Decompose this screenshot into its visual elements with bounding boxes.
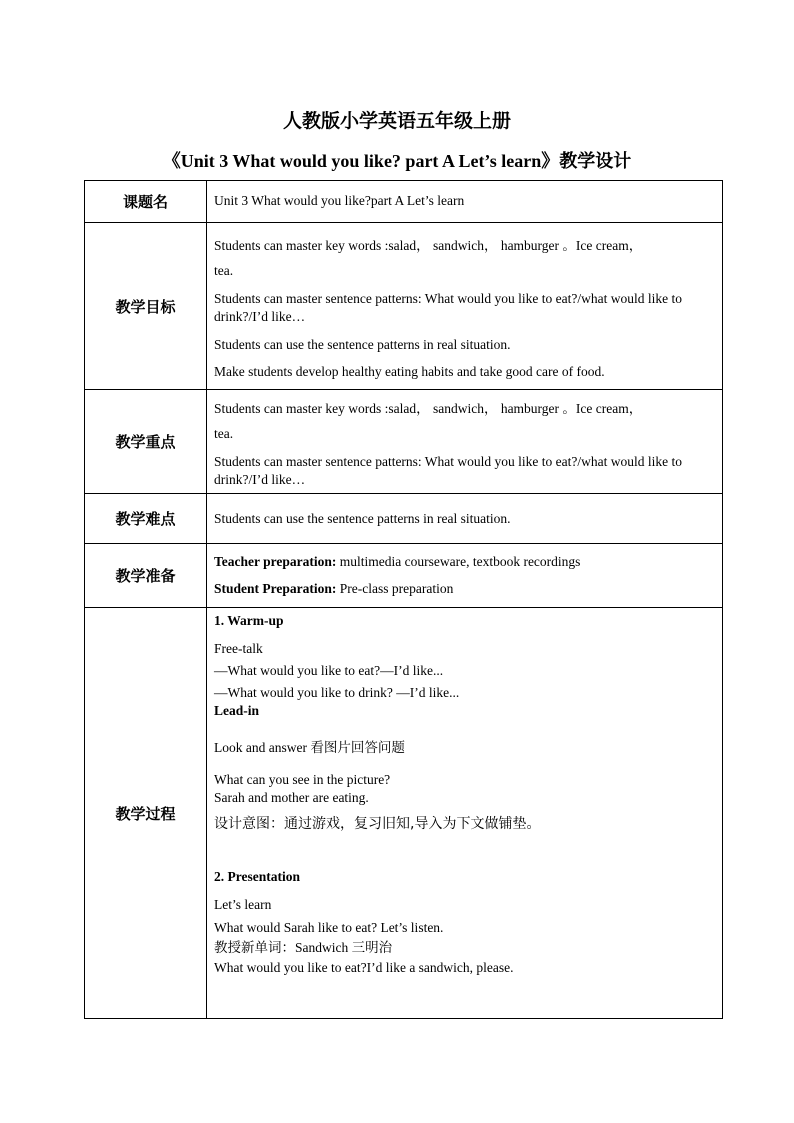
table-row-process bbox=[85, 608, 723, 1019]
lesson-plan-table bbox=[84, 180, 723, 1019]
document-subtitle: 《Unit 3 What would you like? part A Let’s learn》教学设计 bbox=[162, 151, 632, 171]
preparation-content bbox=[207, 544, 723, 608]
design-intent: 设计意图：通过游戏，复习旧知,导入为下文做铺垫。 bbox=[214, 816, 541, 833]
student-preparation-label: Student Preparation: bbox=[214, 581, 337, 597]
objective-line: Students can master sentence patterns: What would you like to eat?/what would like to drink?/I’d like… bbox=[214, 291, 683, 325]
table-row-objectives bbox=[85, 223, 723, 390]
leadin-heading: Lead-in bbox=[214, 703, 260, 719]
teacher-preparation bbox=[214, 553, 716, 571]
dialog-line: —What would you like to eat?—I’d like... bbox=[214, 662, 444, 678]
key-points-content bbox=[207, 390, 723, 494]
topic-label: 课题名 bbox=[85, 181, 207, 223]
table-row-key-points bbox=[85, 390, 723, 494]
lets-learn: Let’s learn bbox=[214, 897, 272, 913]
key-point-line: Students can master sentence patterns: What would you like to eat?/what would like to drink?/I’d like… bbox=[214, 454, 683, 488]
key-point-line: Students can master key words :salad， sandwich， hamburger 。Ice cream， bbox=[214, 401, 643, 416]
key-points-label: 教学重点 bbox=[85, 390, 207, 494]
preparation-label: 教学准备 bbox=[85, 544, 207, 608]
objectives-label: 教学目标 bbox=[85, 223, 207, 390]
process-content bbox=[207, 608, 723, 1019]
student-preparation-text: Pre-class preparation bbox=[336, 581, 454, 597]
key-point-line: tea. bbox=[214, 426, 234, 441]
document-title: 人教版小学英语五年级上册 bbox=[282, 110, 511, 132]
difficulties-label: 教学难点 bbox=[85, 494, 207, 544]
question-line: What can you see in the picture? bbox=[214, 771, 391, 787]
warmup-heading: 1. Warm-up bbox=[214, 613, 284, 629]
new-word-line: 教授新单词：Sandwich 三明治 bbox=[214, 939, 393, 955]
objective-line: Students can use the sentence patterns in real situation. bbox=[214, 336, 511, 352]
look-and-answer: Look and answer 看图片回答问题 bbox=[214, 739, 405, 755]
dialog-line: —What would you like to drink? —I’d like... bbox=[214, 685, 460, 701]
table-row-difficulties bbox=[85, 494, 723, 544]
objective-line: Make students develop healthy eating habits and take good care of food. bbox=[214, 363, 605, 379]
student-preparation bbox=[214, 580, 716, 598]
sandwich-sentence: What would you like to eat?I’d like a sandwich, please. bbox=[214, 959, 514, 975]
table-row-topic bbox=[85, 181, 723, 223]
answer-line: Sarah and mother are eating. bbox=[214, 789, 369, 805]
objective-line: tea. bbox=[214, 263, 234, 279]
process-label: 教学过程 bbox=[85, 608, 207, 1019]
presentation-heading: 2. Presentation bbox=[214, 869, 300, 885]
teacher-preparation-label: Teacher preparation: bbox=[214, 554, 337, 570]
topic-text: Unit 3 What would you like?part A Let’s learn bbox=[207, 181, 723, 223]
listen-line: What would Sarah like to eat? Let’s listen. bbox=[214, 919, 444, 935]
difficulties-text: Students can use the sentence patterns in real situation. bbox=[207, 494, 723, 544]
objectives-content bbox=[207, 223, 723, 390]
table-row-preparation bbox=[85, 544, 723, 608]
free-talk: Free-talk bbox=[214, 640, 263, 656]
objective-line: Students can master key words :salad， sandwich， hamburger 。Ice cream， bbox=[214, 238, 643, 254]
teacher-preparation-text: multimedia courseware, textbook recordings bbox=[336, 554, 581, 570]
